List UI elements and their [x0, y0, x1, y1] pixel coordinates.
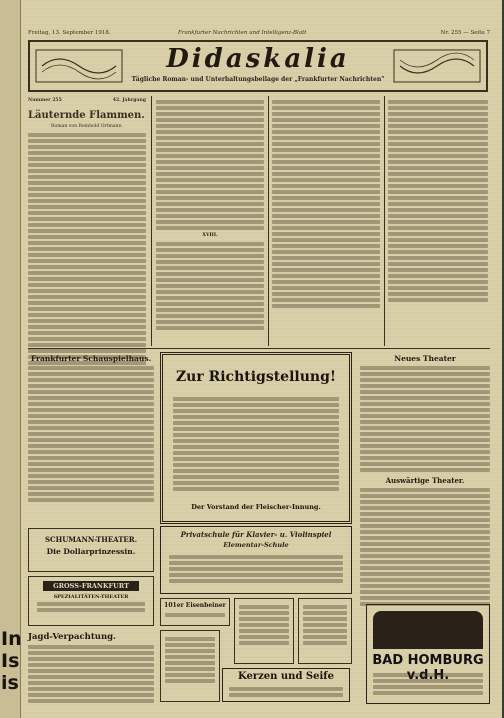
small-ad-left — [160, 630, 220, 702]
notice-signature: Der Vorstand der Fleischer-Innung. — [191, 503, 321, 511]
gross-frankfurt-title: GROSS-FRANKFURT — [43, 581, 139, 591]
bad-homburg-title: BAD HOMBURG v.d.H. — [372, 653, 484, 683]
gross-frankfurt-ad — [28, 576, 154, 626]
masthead-subtitle: Tägliche Roman- und Unterhaltungsbeilage der „Frankfurter Nachrichten" — [131, 76, 385, 83]
story-text — [28, 133, 146, 365]
masthead-title: Didaskalia — [166, 44, 350, 74]
running-head-date: Freitag, 13. September 1918. — [28, 30, 111, 36]
kerzen-title: Kerzen und Seife — [238, 671, 334, 682]
jagd-title: Jagd-Verpachtung. — [28, 632, 117, 642]
kerzen-seife-ad — [222, 668, 350, 702]
previous-page-edge — [0, 0, 21, 718]
neues-theater-title: Neues Theater — [394, 354, 456, 363]
story-column-3 — [272, 98, 380, 310]
neues-theater-listing — [360, 354, 490, 608]
running-head-page: Nr. 255 — Seite 7 — [440, 30, 490, 36]
spezialitaeten-title: SPEZIALITÄTEN-THEATER — [53, 594, 129, 600]
column-rule — [384, 96, 385, 346]
notice-title: Zur Richtigstellung! — [175, 369, 337, 385]
ornament-right-icon — [392, 46, 482, 86]
schumann-theater-ad — [28, 528, 154, 572]
story-author: Roman von Reinhold Ortmann. — [51, 124, 123, 130]
masthead — [28, 40, 488, 92]
kurhaus-illustration — [373, 611, 483, 649]
schumann-title: SCHUMANN-THEATER. — [44, 535, 138, 544]
bad-homburg-ad — [366, 604, 490, 704]
issue-number: Nummer 255 — [28, 98, 62, 103]
feuilleton-column — [28, 98, 146, 367]
previous-page-letters: In Is is — [1, 628, 22, 694]
eisenbeiner-title: 101er Eisenbeiner — [164, 602, 226, 609]
story-title: Läuternde Flammen. — [28, 110, 145, 122]
notice-body — [173, 395, 339, 493]
richtigstellung-notice — [160, 352, 352, 524]
column-rule — [151, 96, 152, 346]
running-head-paper: Frankfurter Nachrichten und Intelligenz-Blatt — [178, 30, 307, 36]
small-ad-center — [234, 598, 294, 664]
schauspielhaus-title: Frankfurter Schauspielhaus. — [30, 354, 152, 363]
schumann-play: Die Dollarprinzessin. — [46, 547, 136, 556]
jagd-verpachtung-ad — [28, 632, 154, 705]
schauspielhaus-listing — [28, 354, 154, 504]
elementar-schule-title: Elementar-Schule — [223, 541, 289, 549]
small-ad-right — [298, 598, 352, 664]
auswaertige-theater-title: Auswärtige Theater. — [385, 476, 465, 485]
story-column-2 — [156, 98, 264, 332]
privatschule-ad — [160, 526, 352, 594]
eisenbeiner-ad — [160, 598, 230, 626]
section-rule — [28, 348, 490, 349]
privatschule-title: Privatschule für Klavier- u. Violinspiel — [180, 530, 332, 539]
column-rule — [268, 96, 269, 346]
story-column-4 — [388, 98, 488, 304]
chapter-heading: XVIII. — [202, 233, 218, 238]
volume-year: 42. Jahrgang — [112, 98, 146, 103]
